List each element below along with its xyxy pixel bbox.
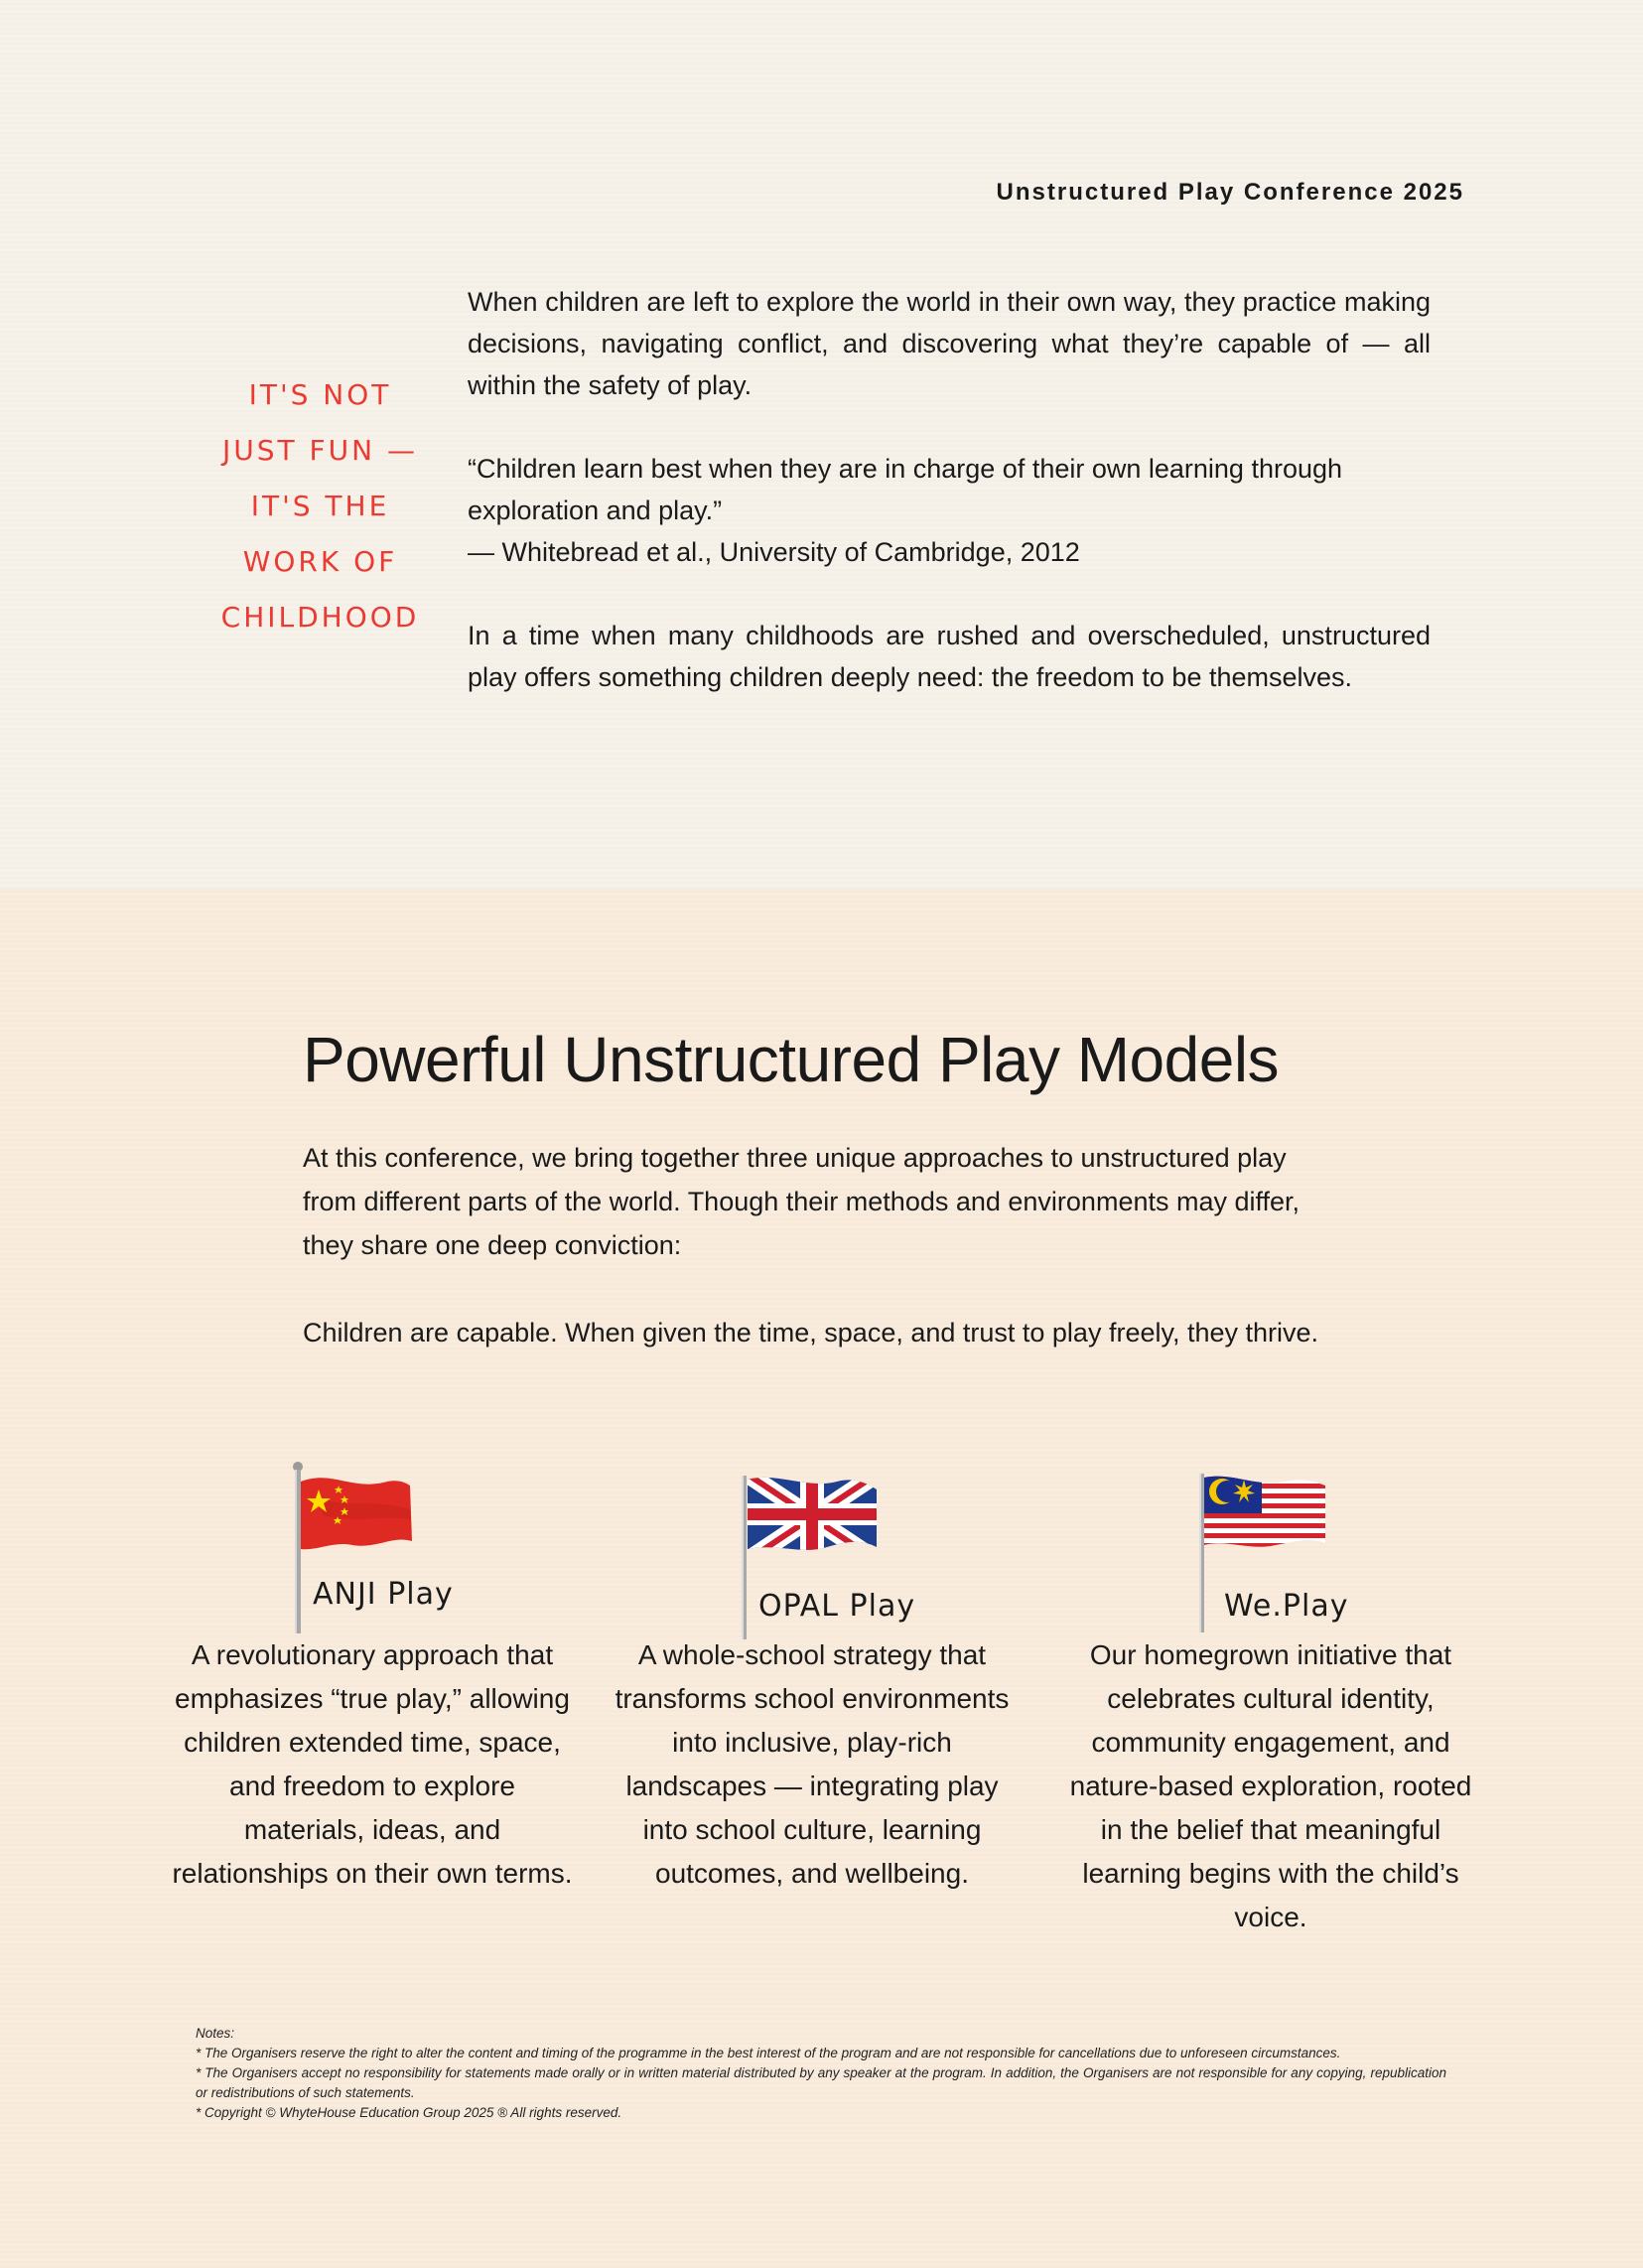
- lead-paragraph: Children are capable. When given the time, space, and trust to play freely, they thrive.: [303, 1318, 1319, 1347]
- section-heading: Powerful Unstructured Play Models: [303, 1024, 1280, 1095]
- quote-attribution: — Whitebread et al., University of Cambridge, 2012: [468, 537, 1080, 567]
- model-description: A revolutionary approach that emphasizes “true play,” allowing children extended time, space, and freedom to explore materials, ideas, and relationships on their own terms.: [172, 1639, 573, 1889]
- model-flag: [604, 1460, 1021, 1633]
- model-name: ANJI Play: [313, 1577, 454, 1612]
- side-quote-line: IT'S NOT: [248, 378, 392, 411]
- side-quote: [194, 367, 447, 645]
- side-quote-line: IT'S THE: [250, 490, 390, 522]
- notes-label: Notes:: [196, 2026, 235, 2041]
- model-flag: [1062, 1460, 1479, 1633]
- model-name: We.Play: [1224, 1589, 1349, 1624]
- quote-text: “Children learn best when they are in charge of their own learning through exploration and play.”: [468, 454, 1343, 525]
- model-name: OPAL Play: [758, 1589, 916, 1624]
- model-card-opal: [604, 1460, 1021, 1896]
- intro-text: [468, 281, 1431, 740]
- model-card-anji: [164, 1460, 581, 1896]
- note-item: * Copyright © WhyteHouse Education Group 2025 ® All rights reserved.: [196, 2105, 622, 2120]
- lead-paragraph: At this conference, we bring together three unique approaches to unstructured play from different parts of the world. Though their methods and environments may differ, they share one deep conviction:: [303, 1143, 1301, 1260]
- model-description: Our homegrown initiative that celebrates cultural identity, community engagement, and nature-based exploration, rooted in the belief that meaningful learning begins with the child’s voice.: [1069, 1639, 1472, 1932]
- section-lead: [303, 1136, 1337, 1398]
- research-quote: [468, 448, 1431, 573]
- notes-section: [196, 2024, 1446, 2123]
- side-quote-line: CHILDHOOD: [220, 601, 420, 634]
- intro-paragraph: In a time when many childhoods are rushed and overscheduled, unstructured play offers something children deeply need: the freedom to be themselves.: [468, 621, 1431, 692]
- side-quote-line: WORK OF: [242, 545, 398, 578]
- note-item: * The Organisers accept no responsibility for statements made orally or in written material distributed by any speaker at the program. In addition, the Organisers are not responsible for any copying, republication or redistributions of such statements.: [196, 2065, 1446, 2100]
- note-item: * The Organisers reserve the right to alter the content and timing of the programme in the best interest of the program and are not responsible for cancellations due to unforeseen circumstances.: [196, 2046, 1341, 2060]
- model-card-weplay: [1062, 1460, 1479, 1939]
- side-quote-line: JUST FUN —: [222, 434, 418, 467]
- model-flag: [164, 1460, 581, 1633]
- intro-paragraph: When children are left to explore the world in their own way, they practice making decisions, navigating conflict, and discovering what they’re capable of — all within the safety of play.: [468, 287, 1431, 400]
- model-description: A whole-school strategy that transforms school environments into inclusive, play-rich landscapes — integrating play into school culture, learning outcomes, and wellbeing.: [615, 1639, 1010, 1889]
- conference-title: Unstructured Play Conference 2025: [996, 179, 1464, 206]
